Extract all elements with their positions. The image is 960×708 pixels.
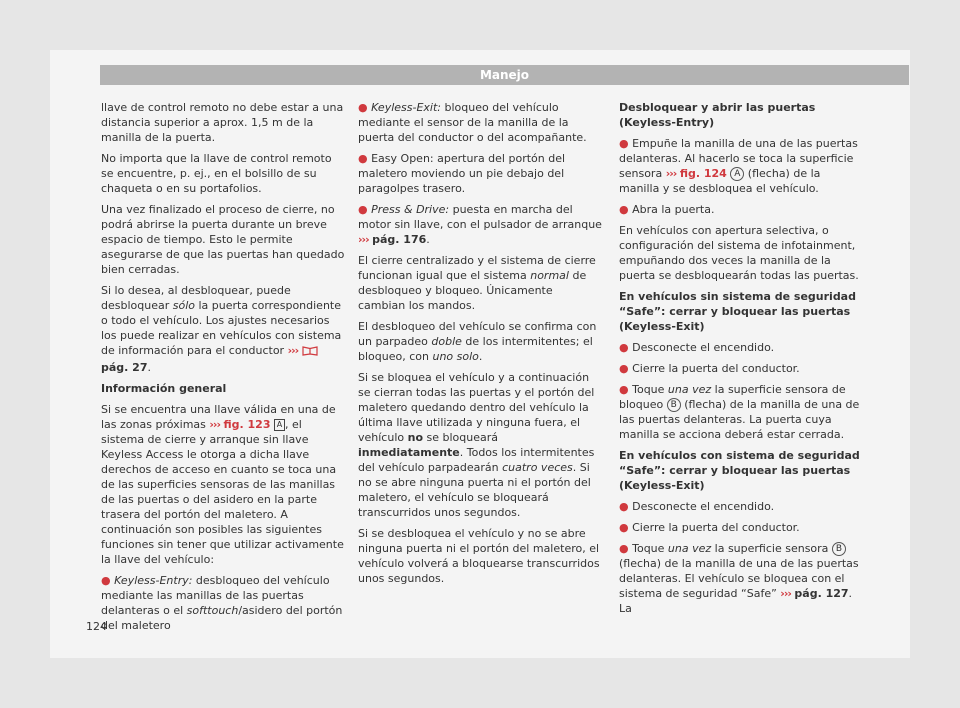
manual-page: [50, 50, 910, 658]
bullet-item: [619, 382, 862, 442]
text: Cierre la puerta del conductor.: [632, 362, 800, 375]
text: desbloqueo del vehículo mediante las manillas de las puertas delanteras o el: [101, 574, 330, 617]
bullet-item: ● Press & Drive: puesta en marcha del motor sin llave, con el pulsador de arranque ››› pág. 176.: [358, 203, 602, 246]
text: se bloqueará: [423, 431, 498, 444]
book-icon: [302, 345, 318, 360]
text: /asidero del portón del maletero: [101, 604, 343, 632]
text: . Todos los intermitentes del vehículo parpadearán: [358, 446, 595, 474]
bullet-item: [619, 202, 862, 217]
text: (flecha) de la manilla de una de las puertas delanteras. La puerta cuya manilla se acciona deberá estar cerrada.: [619, 398, 860, 441]
bullet-icon: ●: [619, 383, 629, 396]
page-link[interactable]: pág. 176: [372, 233, 427, 246]
text: El cierre centralizado y el sistema de cierre funcionan igual que el sistema: [358, 254, 596, 282]
bullet-icon: ●: [358, 203, 368, 216]
subheading: Desbloquear y abrir las puertas (Keyless-Entry): [619, 101, 816, 129]
text-italic: Keyless-Entry:: [114, 574, 193, 587]
bullet-icon: ●: [619, 341, 629, 354]
text: . Si no se abre ninguna puerta ni el portón del maletero, el vehículo se bloqueará transcurridos unos segundos.: [358, 461, 591, 519]
text: la puerta correspondiente o todo el vehículo. Los ajustes necesarios los puede realizar en vehículos con sistema de información para el conductor: [101, 299, 342, 357]
subheading: En vehículos con sistema de seguridad “Safe”: cerrar y bloquear las puertas (Keyless-Exit): [619, 449, 860, 492]
bullet-item: [619, 136, 862, 196]
text-italic: una vez: [667, 542, 712, 555]
text: Si se encuentra una llave válida en una de las zonas próximas: [101, 403, 336, 431]
bullet-icon: ●: [619, 521, 629, 534]
bullet-icon: ●: [619, 203, 629, 216]
text: Toque: [632, 383, 668, 396]
figure-marker: A: [730, 167, 744, 181]
text: de desbloqueo y bloqueo. Únicamente cambian los mandos.: [358, 269, 587, 312]
paragraph: [358, 370, 603, 520]
figure-link[interactable]: fig. 123: [223, 418, 271, 431]
text: Desconecte el encendido.: [632, 341, 775, 354]
column-1: [101, 100, 346, 639]
bullet-icon: ●: [619, 500, 629, 513]
text: (flecha) de la manilla y se desbloquea el vehículo.: [619, 167, 821, 195]
text-italic: cuatro veces: [502, 461, 573, 474]
text: Abra la puerta.: [632, 203, 715, 216]
bullet-item: [358, 151, 603, 196]
bullet-item: [619, 541, 862, 616]
paragraph: [101, 283, 346, 375]
bullet-item: [619, 499, 862, 514]
subheading: En vehículos sin sistema de seguridad “Safe”: cerrar y bloquear las puertas (Keyless-Exit): [619, 290, 856, 333]
paragraph: [358, 253, 603, 313]
reference-arrow: ›››: [209, 418, 220, 431]
bullet-item: [619, 340, 862, 355]
text-italic: normal: [530, 269, 569, 282]
paragraph: En vehículos con apertura selectiva, o configuración del sistema de infotainment, empuñando dos veces la manilla de la puerta se desbloquearán todas las puertas.: [619, 224, 859, 282]
text: Cierre la puerta del conductor.: [632, 521, 800, 534]
reference-arrow: ›››: [287, 344, 299, 357]
reference-arrow: ›››: [780, 587, 791, 600]
bullet-item: [358, 100, 603, 145]
text: , el sistema de cierre y arranque sin llave Keyless Access le otorga a dicha llave derechos de acceso en cuanto se toca una de las superficies sensoras de las manillas de las puertas o del asidero en la parte trasera del portón del maletero. A continuación son posibles las siguientes funciones sin tener que utilizar activamente la llave del vehículo:: [101, 418, 344, 566]
text-italic: doble: [431, 335, 462, 348]
section-header: Manejo: [100, 65, 909, 85]
text-bold: inmediatamente: [358, 446, 460, 459]
column-3: [619, 100, 862, 622]
text-italic: softtouch: [186, 604, 239, 617]
paragraph: [101, 402, 346, 567]
text: puesta en marcha del motor sin llave, con el pulsador de arranque: [358, 203, 602, 231]
paragraph: Si se desbloquea el vehículo y no se abre ninguna puerta ni el portón del maletero, el vehículo volverá a bloquearse transcurridos unos segundos.: [358, 527, 600, 585]
paragraph: No importa que la llave de control remoto se encuentre, p. ej., en el bolsillo de su chaqueta o en su portafolios.: [101, 152, 332, 195]
bullet-icon: ●: [619, 362, 629, 375]
figure-marker: A: [274, 419, 285, 431]
bullet-item: [619, 520, 862, 535]
text: Easy Open: apertura del portón del maletero moviendo un pie debajo del paragolpes trasero.: [358, 152, 566, 195]
paragraph: llave de control remoto no debe estar a una distancia superior a aprox. 1,5 m de la manilla de la puerta.: [101, 101, 344, 144]
page-link[interactable]: pág. 27: [101, 361, 148, 374]
figure-marker: B: [667, 398, 681, 412]
text-bold: no: [407, 431, 423, 444]
figure-marker: B: [832, 542, 846, 556]
text-italic: Press & Drive:: [371, 203, 450, 216]
text: bloqueo del vehículo mediante el sensor de la manilla de la puerta del conductor o del acompañante.: [358, 101, 587, 144]
text: .: [147, 361, 151, 374]
text: . La: [619, 587, 853, 615]
text: Toque: [632, 542, 668, 555]
text-italic: sólo: [172, 299, 195, 312]
text: de los intermitentes; el bloqueo, con: [358, 335, 593, 363]
text: Si se bloquea el vehículo y a continuación se cierran todas las puertas y el portón del maletero quedando dentro del vehículo la última llave utilizada y ninguna fuera, el vehículo: [358, 371, 595, 444]
text: El desbloqueo del vehículo se confirma con un parpadeo: [358, 320, 597, 348]
bullet-icon: ●: [619, 137, 629, 150]
text: Empuñe la manilla de una de las puertas delanteras. Al hacerlo se toca la superficie sensora: [619, 137, 858, 180]
subheading: Información general: [101, 382, 227, 395]
bullet-item: [619, 361, 862, 376]
text-italic: Keyless-Exit:: [371, 101, 441, 114]
figure-link[interactable]: fig. 124: [679, 167, 727, 180]
text-italic: uno solo: [432, 350, 479, 363]
bullet-icon: ●: [619, 542, 629, 555]
bullet-icon: ●: [358, 101, 368, 114]
page-number: 124: [86, 620, 107, 633]
text: Si lo desea, al desbloquear, puede desbloquear: [101, 284, 291, 312]
paragraph: Una vez finalizado el proceso de cierre, no podrá abrirse la puerta durante un breve espacio de tiempo. Esto le permite asegurarse de que las puertas han quedado bien cerradas.: [101, 203, 345, 276]
column-2: [358, 100, 603, 592]
reference-arrow: ›››: [358, 233, 369, 246]
page-link[interactable]: pág. 127: [794, 587, 849, 600]
text: la superficie sensora: [711, 542, 832, 555]
bullet-icon: ●: [101, 574, 111, 587]
bullet-item: [101, 573, 346, 633]
bullet-icon: ●: [358, 152, 368, 165]
text: Desconecte el encendido.: [632, 500, 775, 513]
text-italic: una vez: [667, 383, 712, 396]
paragraph: El desbloqueo del vehículo se confirma con un parpadeo doble de los intermitentes; el bloqueo, con uno solo.: [358, 320, 597, 363]
text: la superficie sensora de bloqueo: [619, 383, 846, 411]
reference-arrow: ›››: [665, 167, 677, 180]
text: (flecha) de la manilla de una de las puertas delanteras. El vehículo se bloquea con el sistema de seguridad “Safe”: [619, 557, 859, 600]
